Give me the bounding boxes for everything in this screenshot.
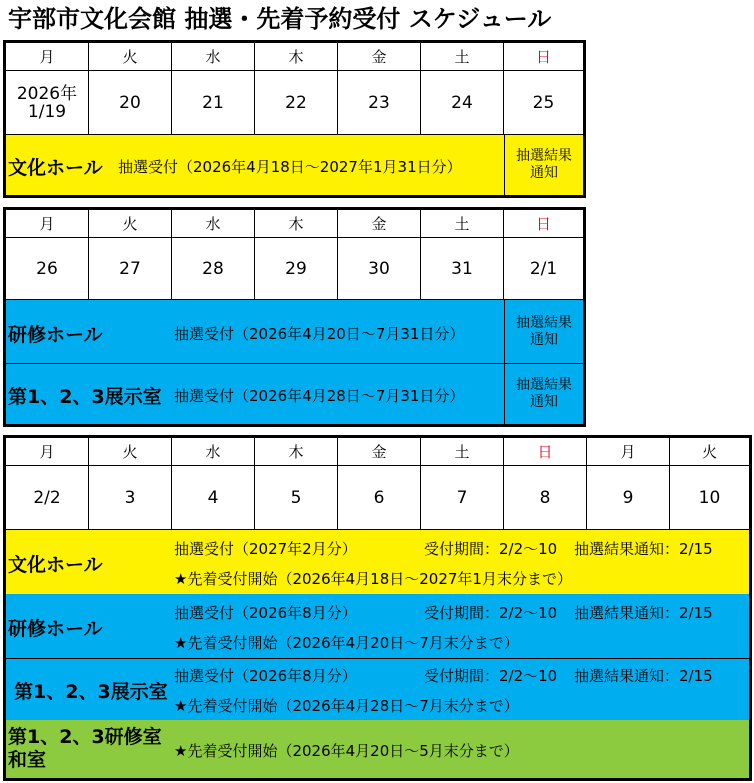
dow-thu: 木 <box>255 43 338 71</box>
date-cell: 2/2 <box>6 466 89 530</box>
date-cell: 2/1 <box>504 238 583 300</box>
lottery-period: 抽選受付（2026年4月28日～7月31日分） <box>174 387 465 405</box>
date-cell: 5 <box>255 466 338 530</box>
result-notice: 抽選結果 通知 <box>504 300 583 364</box>
date-cell: 7 <box>421 466 504 530</box>
dow-sun: 日 <box>504 210 583 238</box>
reception-period: 受付期間：2/2～10 <box>424 604 558 622</box>
date-first: 1/19 <box>27 101 67 122</box>
dow-sun: 日 <box>504 438 587 466</box>
schedule-week-3 <box>3 435 752 781</box>
venue-label: 第1、2、3研修室 和室 <box>8 726 162 771</box>
first-come-label: ★先着受付開始（2026年4月18日～2027年1月末分まで） <box>174 570 572 588</box>
date-cell: 26 <box>6 238 89 300</box>
date-cell: 4 <box>172 466 255 530</box>
dow-tue: 火 <box>89 438 172 466</box>
lottery-period: 抽選受付（2026年4月18日～2027年1月31日分） <box>118 158 462 176</box>
dow-wed: 水 <box>172 438 255 466</box>
date-cell: 23 <box>338 71 421 135</box>
dow-sat: 土 <box>421 438 504 466</box>
dow-sat: 土 <box>421 210 504 238</box>
date-cell: 21 <box>172 71 255 135</box>
venue-label: 研修ホール <box>8 324 103 346</box>
reception-period: 受付期間：2/2～10 <box>424 540 558 558</box>
date-cell: 8 <box>504 466 587 530</box>
date-cell: 29 <box>255 238 338 300</box>
date-cell <box>6 71 89 135</box>
date-year: 2026年 <box>16 83 78 104</box>
dow-mon: 月 <box>6 210 89 238</box>
row-training-hall <box>6 594 749 658</box>
reception-period: 受付期間：2/2～10 <box>424 667 558 685</box>
first-come-label: ★先着受付開始（2026年4月20日～7月末分まで） <box>174 634 519 652</box>
row-training-rooms <box>6 720 749 778</box>
date-cell: 30 <box>338 238 421 300</box>
lottery-period: 抽選受付（2026年4月20日～7月31日分） <box>174 325 465 343</box>
dow-wed: 水 <box>172 43 255 71</box>
dow-tue: 火 <box>89 210 172 238</box>
date-cell: 31 <box>421 238 504 300</box>
date-cell: 27 <box>89 238 172 300</box>
venue-label: 文化ホール <box>8 157 103 179</box>
date-cell: 20 <box>89 71 172 135</box>
schedule-week-1 <box>3 40 586 198</box>
venue-label: 第1、2、3展示室 <box>14 681 168 703</box>
dow-tue: 火 <box>670 438 749 466</box>
dow-thu: 木 <box>255 210 338 238</box>
date-cell: 10 <box>670 466 749 530</box>
venue-label: 文化ホール <box>8 554 103 576</box>
dow-thu: 木 <box>255 438 338 466</box>
result-notice: 抽選結果 通知 <box>504 135 583 195</box>
dow-fri: 金 <box>338 43 421 71</box>
date-cell: 22 <box>255 71 338 135</box>
dow-fri: 金 <box>338 210 421 238</box>
result-notice: 抽選結果 通知 <box>504 364 583 424</box>
date-cell: 25 <box>504 71 583 135</box>
date-cell: 24 <box>421 71 504 135</box>
first-come-label: ★先着受付開始（2026年4月28日～7月末分まで） <box>174 697 519 715</box>
lottery-label: 抽選受付（2027年2月分） <box>174 540 357 558</box>
dow-mon: 月 <box>6 43 89 71</box>
row-exhibition-rooms <box>6 658 749 720</box>
row-culture-hall <box>6 530 749 594</box>
dow-fri: 金 <box>338 438 421 466</box>
result-date: 抽選結果通知：2/15 <box>574 540 713 558</box>
venue-label: 研修ホール <box>8 618 103 640</box>
row-exhibition-rooms <box>6 364 504 424</box>
dow-mon: 月 <box>587 438 670 466</box>
dow-wed: 水 <box>172 210 255 238</box>
first-come-label: ★先着受付開始（2026年4月20日～5月末分まで） <box>174 742 519 760</box>
dow-sun: 日 <box>504 43 583 71</box>
venue-label: 第1、2、3展示室 <box>8 386 162 408</box>
row-training-hall <box>6 300 504 364</box>
row-culture-hall <box>6 135 504 195</box>
dow-mon: 月 <box>6 438 89 466</box>
result-date: 抽選結果通知：2/15 <box>574 604 713 622</box>
date-cell: 28 <box>172 238 255 300</box>
lottery-label: 抽選受付（2026年8月分） <box>174 667 357 685</box>
schedule-week-2 <box>3 207 586 427</box>
date-cell: 3 <box>89 466 172 530</box>
date-cell: 6 <box>338 466 421 530</box>
result-date: 抽選結果通知：2/15 <box>574 667 713 685</box>
date-cell: 9 <box>587 466 670 530</box>
dow-tue: 火 <box>89 43 172 71</box>
lottery-label: 抽選受付（2026年8月分） <box>174 604 357 622</box>
page-title: 宇部市文化会館 抽選・先着予約受付 スケジュール <box>8 5 552 33</box>
dow-sat: 土 <box>421 43 504 71</box>
